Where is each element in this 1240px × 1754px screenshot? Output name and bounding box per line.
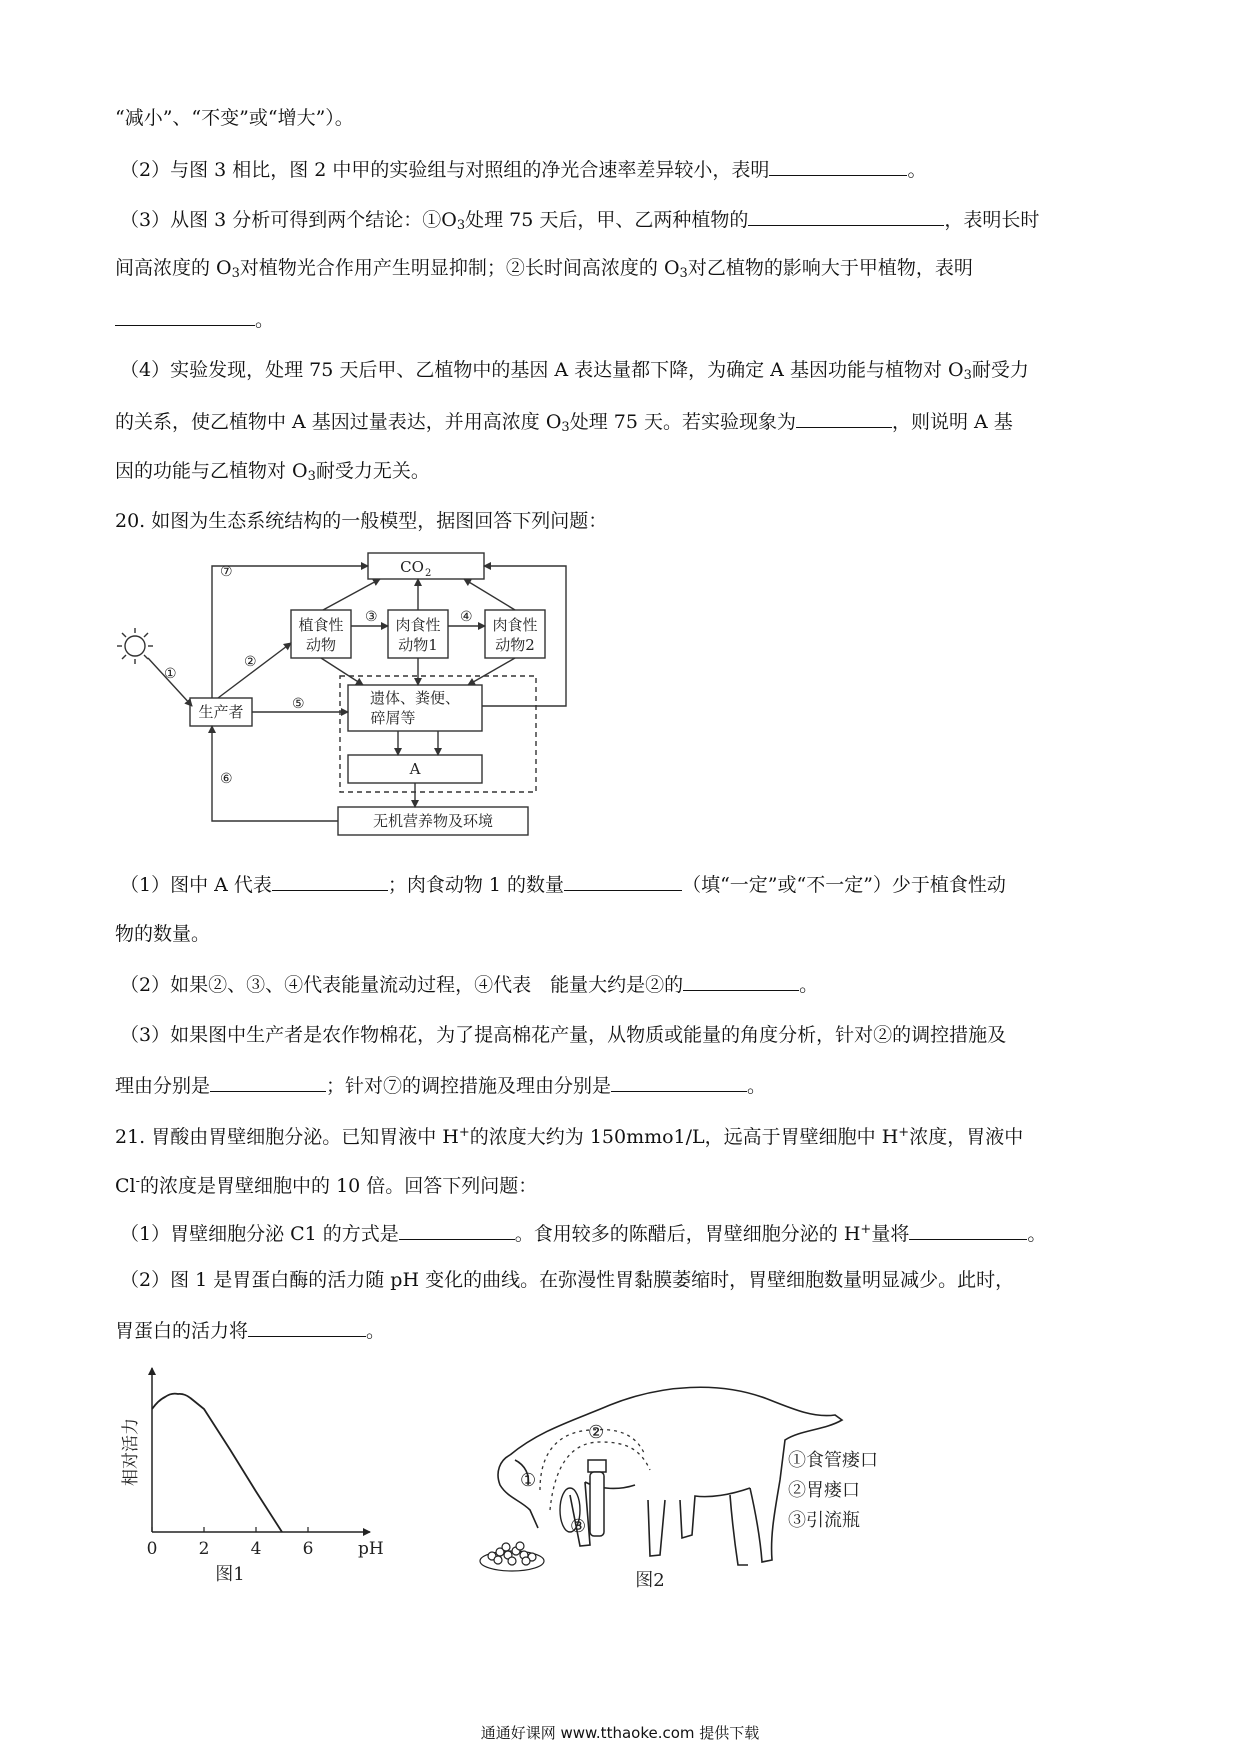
svg-text:肉食性: 肉食性 bbox=[395, 616, 441, 634]
svg-text:④: ④ bbox=[460, 609, 473, 625]
q21-part-2-line-2: 胃蛋白的活力将 。 bbox=[115, 1320, 386, 1342]
y-axis-label: 相对活力 bbox=[121, 1418, 141, 1486]
x-tick-label: 4 bbox=[250, 1539, 262, 1559]
svg-text:⑦: ⑦ bbox=[220, 564, 233, 580]
legend-gastric-fistula: ②胃瘘口 bbox=[788, 1480, 860, 1501]
q19-part-3-line-1: （3）从图 3 分析可得到两个结论：$①O_3$处理 75 天后，甲、乙两种植物的 ，表明长时 bbox=[120, 209, 1040, 233]
answer-blank[interactable] bbox=[748, 207, 944, 226]
q19-line-0: “减小”、“不变”或“增大”）。 bbox=[115, 107, 354, 129]
svg-text:②: ② bbox=[244, 654, 257, 670]
answer-blank[interactable] bbox=[611, 1073, 747, 1092]
legend-drainage-bottle: ③引流瓶 bbox=[788, 1510, 860, 1531]
q20-part-1-line-2: 物的数量。 bbox=[115, 923, 211, 945]
svg-text:动物: 动物 bbox=[305, 636, 337, 654]
svg-text:CO: CO bbox=[400, 558, 424, 576]
figure-1-caption: 图1 bbox=[215, 1564, 245, 1585]
legend-esophageal-fistula: ①食管瘘口 bbox=[788, 1450, 878, 1471]
answer-blank[interactable] bbox=[248, 1318, 366, 1337]
answer-blank[interactable] bbox=[399, 1221, 515, 1240]
q20-part-3-line-2: 理由分别是 ；针对⑦的调控措施及理由分别是 。 bbox=[115, 1075, 767, 1097]
svg-text:无机营养物及环境: 无机营养物及环境 bbox=[372, 812, 494, 830]
x-axis-label: pH bbox=[358, 1539, 384, 1559]
answer-blank[interactable] bbox=[909, 1221, 1027, 1240]
q21-part-1: （1）胃壁细胞分泌 C1 的方式是 。食用较多的陈醋后，胃壁细胞分泌的 H+量将 。 bbox=[120, 1222, 1047, 1245]
q21-stem-line-1: 21. 胃酸由胃壁细胞分泌。已知胃液中 H+的浓度大约为 150mmo1/L，远高于胃壁细胞中 H+浓度，胃液中 bbox=[115, 1125, 1024, 1148]
answer-blank[interactable] bbox=[210, 1073, 326, 1092]
svg-text:植食性: 植食性 bbox=[298, 616, 344, 634]
drainage-bottle-icon bbox=[588, 1460, 606, 1536]
answer-blank[interactable] bbox=[683, 972, 799, 991]
svg-text:②: ② bbox=[588, 1422, 605, 1443]
q19-part-4-line-1: （4）实验发现，处理 75 天后甲、乙植物中的基因 A 表达量都下降，为确定 A 基因功能与植物对 $O_3$耐受力 bbox=[120, 359, 1029, 383]
svg-text:③: ③ bbox=[570, 1516, 587, 1537]
x-tick-label: 6 bbox=[302, 1539, 314, 1559]
figure-2-caption: 图2 bbox=[635, 1570, 665, 1591]
svg-text:①: ① bbox=[520, 1470, 537, 1491]
svg-text:动物1: 动物1 bbox=[398, 636, 438, 654]
answer-blank[interactable] bbox=[115, 307, 255, 326]
q19-part-4-line-3: 因的功能与乙植物对 $O_3$耐受力无关。 bbox=[115, 460, 430, 484]
svg-text:⑥: ⑥ bbox=[220, 771, 233, 787]
svg-text:肉食性: 肉食性 bbox=[492, 616, 538, 634]
answer-blank[interactable] bbox=[272, 872, 388, 891]
footer: 通通好课网 www.tthaoke.com 提供下载 bbox=[480, 1724, 760, 1742]
dog-experiment-figure bbox=[470, 1360, 890, 1600]
svg-text:①: ① bbox=[164, 666, 177, 682]
ecosystem-diagram bbox=[108, 548, 588, 838]
x-tick-label: 0 bbox=[146, 1539, 158, 1559]
x-tick-label: 2 bbox=[198, 1539, 210, 1559]
q21-stem-line-2: Cl-的浓度是胃壁细胞中的 10 倍。回答下列问题： bbox=[115, 1174, 538, 1197]
svg-text:A: A bbox=[409, 760, 421, 778]
sun-icon bbox=[117, 628, 153, 664]
q20-part-3-line-1: （3）如果图中生产者是农作物棉花，为了提高棉花产量，从物质或能量的角度分析，针对②的调控措施及 bbox=[120, 1024, 1007, 1046]
q21-part-2-line-1: （2）图 1 是胃蛋白酶的活力随 pH 变化的曲线。在弥漫性胃黏膜萎缩时，胃壁细胞数量明显减少。此时， bbox=[120, 1269, 1015, 1291]
svg-text:动物2: 动物2 bbox=[495, 636, 535, 654]
activity-curve bbox=[152, 1394, 282, 1532]
svg-text:遗体、粪便、: 遗体、粪便、 bbox=[369, 689, 461, 707]
q20-part-1-line-1: （1）图中 A 代表 ；肉食动物 1 的数量 （填“一定”或“不一定”）少于植食性动 bbox=[120, 874, 1006, 896]
answer-blank[interactable] bbox=[769, 157, 907, 176]
svg-text:碎屑等: 碎屑等 bbox=[370, 709, 416, 727]
q19-part-2: （2）与图 3 相比，图 2 中甲的实验组与对照组的净光合速率差异较小，表明 。 bbox=[120, 159, 927, 181]
svg-text:③: ③ bbox=[365, 609, 378, 625]
answer-blank[interactable] bbox=[564, 872, 682, 891]
dog-icon bbox=[498, 1387, 842, 1565]
q20-part-2: （2）如果②、③、④代表能量流动过程，④代表 能量大约是②的 。 bbox=[120, 974, 819, 996]
food-bowl-icon bbox=[480, 1542, 544, 1571]
svg-text:2: 2 bbox=[425, 568, 432, 579]
q19-part-4-line-2: 的关系，使乙植物中 A 基因过量表达，并用高浓度 $O_3$处理 75 天。若实验现象为 ，则说明 A 基 bbox=[115, 411, 1013, 435]
svg-text:⑤: ⑤ bbox=[292, 696, 305, 712]
q19-part-3-line-2: 间高浓度的 $O_3$对植物光合作用产生明显抑制；②长时间高浓度的 $O_3$对乙植物的影响大于甲植物，表明 bbox=[115, 257, 973, 281]
q20-stem: 20. 如图为生态系统结构的一般模型，据图回答下列问题： bbox=[115, 510, 608, 532]
svg-text:生产者: 生产者 bbox=[198, 703, 244, 721]
answer-blank[interactable] bbox=[796, 409, 892, 428]
q19-part-3-line-3: 。 bbox=[115, 307, 274, 332]
enzyme-activity-chart bbox=[110, 1362, 400, 1592]
